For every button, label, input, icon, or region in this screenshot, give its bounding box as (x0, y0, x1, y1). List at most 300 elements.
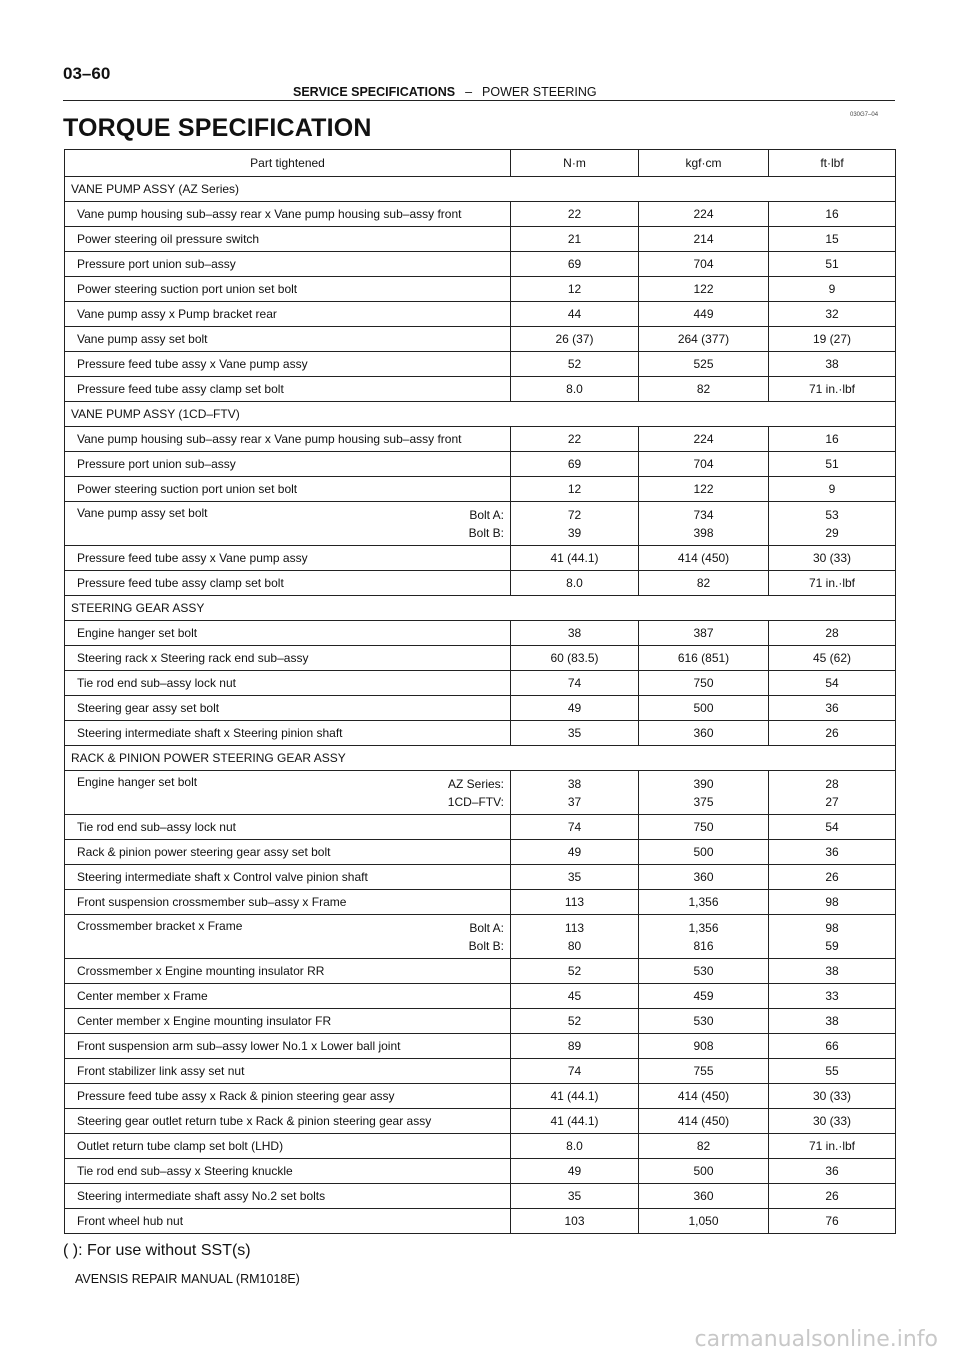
ftlbf-value: 29 (825, 525, 839, 540)
nm-value: 41 (44.1) (550, 1114, 599, 1128)
kgfcm-value: 360 (693, 1189, 714, 1203)
part-line (77, 964, 510, 978)
part-cell (65, 352, 511, 377)
ftlbf-value: 71 in.·lbf (808, 576, 856, 590)
kgfcm-value: 459 (693, 989, 714, 1003)
table-row (65, 546, 896, 571)
ftlbf-value: 98 (825, 895, 839, 909)
ftlbf-value: 33 (825, 989, 839, 1003)
kgfcm-value: 616 (851) (677, 651, 730, 665)
table-header-row (65, 150, 896, 177)
kgfcm-value: 704 (693, 257, 714, 271)
nm-value: 74 (567, 820, 582, 834)
nm-value-cell (511, 227, 639, 252)
part-name: Pressure feed tube assy x Vane pump assy (77, 551, 308, 565)
part-line (77, 1014, 510, 1028)
section-title: SERVICE SPECIFICATIONS (293, 85, 456, 99)
nm-value: 22 (567, 207, 582, 221)
kgfcm-value: 82 (696, 382, 711, 396)
kgfcm-value: 398 (693, 525, 714, 540)
nm-value: 44 (567, 307, 582, 321)
part-line (77, 989, 510, 1003)
part-line (77, 820, 510, 834)
nm-value: 38 (567, 776, 582, 791)
nm-value: 89 (567, 1039, 582, 1053)
sub-label: 1CD–FTV: (447, 794, 504, 809)
kgfcm-value-cell (639, 546, 769, 571)
sub-label: Bolt A: (469, 507, 504, 522)
kgfcm-value-cell (639, 865, 769, 890)
ftlbf-value-cell (769, 452, 896, 477)
table-row (65, 1034, 896, 1059)
part-line (77, 701, 510, 715)
kgfcm-value: 264 (377) (677, 332, 730, 346)
part-cell (65, 546, 511, 571)
table-row (65, 1134, 896, 1159)
nm-value: 80 (567, 938, 582, 953)
kgfcm-value-cell (639, 771, 769, 815)
kgfcm-value-cell (639, 377, 769, 402)
kgfcm-value: 360 (693, 870, 714, 884)
part-name: Engine hanger set bolt (77, 626, 198, 640)
nm-value-cell (511, 202, 639, 227)
part-name: Front suspension crossmember sub–assy x Frame (77, 895, 347, 909)
nm-value-cell (511, 696, 639, 721)
table-row (65, 327, 896, 352)
part-line (77, 257, 510, 271)
ftlbf-value-cell (769, 302, 896, 327)
ftlbf-value: 36 (825, 1164, 839, 1178)
ftlbf-value-cell (769, 1109, 896, 1134)
part-line (77, 576, 510, 590)
kgfcm-value: 734 (693, 507, 714, 522)
kgfcm-value-cell (639, 352, 769, 377)
table-row (65, 815, 896, 840)
part-name: Crossmember bracket x Frame (77, 918, 243, 933)
kgfcm-value: 816 (693, 938, 714, 953)
table-row (65, 1084, 896, 1109)
ftlbf-value-cell (769, 621, 896, 646)
table-row (65, 890, 896, 915)
nm-value-cell (511, 302, 639, 327)
table-row (65, 1059, 896, 1084)
nm-value: 69 (567, 257, 582, 271)
part-cell (65, 1109, 511, 1134)
nm-value: 60 (83.5) (550, 651, 599, 665)
kgfcm-value: 224 (693, 207, 714, 221)
kgfcm-value: 530 (693, 964, 714, 978)
doc-code: 030G7–04 (850, 112, 879, 118)
kgfcm-value: 214 (693, 232, 714, 246)
ftlbf-value: 9 (828, 282, 836, 296)
ftlbf-value: 51 (825, 257, 839, 271)
ftlbf-value-cell (769, 1134, 896, 1159)
kgfcm-value-cell (639, 327, 769, 352)
ftlbf-value: 98 (825, 920, 839, 935)
kgfcm-value: 500 (693, 1164, 714, 1178)
part-name: Pressure port union sub–assy (77, 257, 236, 271)
ftlbf-value: 54 (825, 820, 839, 834)
kgfcm-value-cell (639, 840, 769, 865)
ftlbf-value: 36 (825, 845, 839, 859)
nm-value-cell (511, 959, 639, 984)
table-row (65, 1209, 896, 1234)
table-row (65, 840, 896, 865)
kgfcm-value: 122 (693, 282, 714, 296)
ftlbf-value: 15 (825, 232, 839, 246)
nm-value: 74 (567, 676, 582, 690)
ftlbf-value-cell (769, 890, 896, 915)
nm-value: 37 (567, 794, 582, 809)
ftlbf-value: 66 (825, 1039, 839, 1053)
kgfcm-value: 224 (693, 432, 714, 446)
ftlbf-value: 28 (825, 626, 839, 640)
ftlbf-value-cell (769, 865, 896, 890)
part-cell (65, 646, 511, 671)
page-number: 03–60 (63, 64, 111, 83)
kgfcm-value: 360 (693, 726, 714, 740)
ftlbf-value-cell (769, 571, 896, 596)
table-row (65, 1159, 896, 1184)
nm-value: 8.0 (566, 576, 583, 590)
ftlbf-value: 51 (825, 457, 839, 471)
part-name: Front wheel hub nut (77, 1214, 184, 1228)
table-row (65, 646, 896, 671)
footnote: ( ): For use without SST(s) (63, 1242, 251, 1259)
ftlbf-value-cell (769, 327, 896, 352)
ftlbf-value-cell (769, 1084, 896, 1109)
part-cell (65, 477, 511, 502)
part-name: Engine hanger set bolt (77, 774, 198, 789)
subsection-title: POWER STEERING (482, 85, 597, 99)
ftlbf-value-cell (769, 502, 896, 546)
kgfcm-value: 750 (693, 820, 714, 834)
nm-value-cell (511, 1209, 639, 1234)
ftlbf-value: 38 (825, 357, 839, 371)
nm-value: 35 (567, 1189, 582, 1203)
kgfcm-value-cell (639, 1159, 769, 1184)
nm-value: 49 (567, 845, 582, 859)
ftlbf-value: 16 (825, 432, 839, 446)
table-row (65, 352, 896, 377)
kgfcm-value-cell (639, 252, 769, 277)
table-row (65, 915, 896, 959)
ftlbf-value-cell (769, 546, 896, 571)
part-cell (65, 671, 511, 696)
part-cell (65, 721, 511, 746)
ftlbf-value-cell (769, 377, 896, 402)
nm-value: 35 (567, 870, 582, 884)
part-cell (65, 202, 511, 227)
table-row (65, 1109, 896, 1134)
kgfcm-value: 704 (693, 457, 714, 471)
part-cell (65, 890, 511, 915)
part-cell (65, 327, 511, 352)
ftlbf-value-cell (769, 427, 896, 452)
ftlbf-value-cell (769, 671, 896, 696)
header-separator: – (465, 85, 473, 99)
torque-spec-table (64, 149, 896, 1234)
table-row (65, 1009, 896, 1034)
table-row (65, 721, 896, 746)
part-cell (65, 815, 511, 840)
part-sub-labels (469, 919, 504, 955)
ftlbf-value-cell (769, 1159, 896, 1184)
part-cell (65, 302, 511, 327)
part-name: Steering intermediate shaft x Control valve pinion shaft (77, 870, 368, 884)
nm-value-cell (511, 427, 639, 452)
table-row (65, 452, 896, 477)
part-line (77, 676, 510, 690)
part-line (77, 1189, 510, 1203)
nm-value-cell (511, 352, 639, 377)
ftlbf-value: 36 (825, 701, 839, 715)
ftlbf-value: 76 (825, 1214, 839, 1228)
ftlbf-value-cell (769, 277, 896, 302)
kgfcm-value: 414 (450) (677, 1114, 730, 1128)
ftlbf-value-cell (769, 352, 896, 377)
kgfcm-value-cell (639, 959, 769, 984)
nm-value: 72 (567, 507, 582, 522)
part-name: Vane pump assy set bolt (77, 332, 208, 346)
kgfcm-value: 500 (693, 845, 714, 859)
kgfcm-value-cell (639, 621, 769, 646)
nm-value: 21 (567, 232, 582, 246)
table-row (65, 621, 896, 646)
part-line (77, 1064, 510, 1078)
part-line (77, 626, 510, 640)
sub-label: AZ Series: (447, 776, 504, 791)
part-cell (65, 1009, 511, 1034)
ftlbf-value: 30 (33) (812, 1114, 852, 1128)
kgfcm-value-cell (639, 696, 769, 721)
ftlbf-value: 71 in.·lbf (808, 382, 856, 396)
kgfcm-value: 1,050 (688, 1214, 719, 1228)
ftlbf-value: 45 (62) (812, 651, 852, 665)
nm-value: 49 (567, 701, 582, 715)
part-line (77, 895, 510, 909)
ftlbf-value: 26 (825, 726, 839, 740)
ftlbf-value: 9 (828, 482, 836, 496)
column-header-kgfcm: kgf·cm (639, 150, 769, 177)
group-heading: RACK & PINION POWER STEERING GEAR ASSY (65, 746, 896, 771)
part-line (77, 1089, 510, 1103)
part-name: Pressure port union sub–assy (77, 457, 236, 471)
part-name: Power steering suction port union set bolt (77, 282, 298, 296)
ftlbf-value-cell (769, 1009, 896, 1034)
table-row (65, 984, 896, 1009)
part-cell (65, 227, 511, 252)
table-row (65, 277, 896, 302)
sub-label: Bolt A: (469, 920, 504, 935)
table-row (65, 865, 896, 890)
part-cell (65, 696, 511, 721)
header-rule (63, 100, 895, 101)
ftlbf-value-cell (769, 1209, 896, 1234)
nm-value-cell (511, 1109, 639, 1134)
ftlbf-value-cell (769, 1059, 896, 1084)
kgfcm-value-cell (639, 915, 769, 959)
kgfcm-value: 755 (693, 1064, 714, 1078)
part-name: Front stabilizer link assy set nut (77, 1064, 245, 1078)
nm-value-cell (511, 277, 639, 302)
part-name: Pressure feed tube assy clamp set bolt (77, 382, 284, 396)
part-name: Front suspension arm sub–assy lower No.1 x Lower ball joint (77, 1039, 401, 1053)
part-name: Center member x Engine mounting insulator FR (77, 1014, 332, 1028)
part-name: Steering gear outlet return tube x Rack & pinion steering gear assy (77, 1114, 432, 1128)
ftlbf-value: 19 (27) (812, 332, 852, 346)
part-cell (65, 1159, 511, 1184)
table-row (65, 1184, 896, 1209)
group-row (65, 402, 896, 427)
manual-reference: AVENSIS REPAIR MANUAL (RM1018E) (75, 1272, 300, 1286)
ftlbf-value-cell (769, 984, 896, 1009)
ftlbf-value: 32 (825, 307, 839, 321)
part-cell (65, 865, 511, 890)
ftlbf-value: 26 (825, 870, 839, 884)
kgfcm-value: 82 (696, 576, 711, 590)
column-header-nm: N·m (511, 150, 639, 177)
part-name: Pressure feed tube assy x Rack & pinion steering gear assy (77, 1089, 395, 1103)
page-title: TORQUE SPECIFICATION (63, 114, 372, 142)
nm-value: 45 (567, 989, 582, 1003)
group-row (65, 177, 896, 202)
table-row (65, 252, 896, 277)
nm-value-cell (511, 984, 639, 1009)
group-heading: VANE PUMP ASSY (AZ Series) (65, 177, 896, 202)
nm-value: 39 (567, 525, 582, 540)
nm-value-cell (511, 915, 639, 959)
part-line (77, 919, 510, 955)
part-cell (65, 277, 511, 302)
nm-value-cell (511, 1059, 639, 1084)
nm-value-cell (511, 571, 639, 596)
part-line (77, 1139, 510, 1153)
kgfcm-value-cell (639, 452, 769, 477)
nm-value: 113 (564, 920, 585, 935)
kgfcm-value: 390 (693, 776, 714, 791)
part-name: Crossmember x Engine mounting insulator RR (77, 964, 325, 978)
part-line (77, 382, 510, 396)
kgfcm-value: 82 (696, 1139, 711, 1153)
part-name: Vane pump assy set bolt (77, 505, 208, 520)
ftlbf-value: 16 (825, 207, 839, 221)
ftlbf-value: 26 (825, 1189, 839, 1203)
ftlbf-value: 28 (825, 776, 839, 791)
ftlbf-value: 55 (825, 1064, 839, 1078)
nm-value-cell (511, 840, 639, 865)
ftlbf-value-cell (769, 477, 896, 502)
ftlbf-value: 53 (825, 507, 839, 522)
table-row (65, 696, 896, 721)
kgfcm-value-cell (639, 571, 769, 596)
part-line (77, 506, 510, 542)
header-title (293, 85, 597, 99)
kgfcm-value: 375 (693, 794, 714, 809)
part-line (77, 1039, 510, 1053)
kgfcm-value-cell (639, 477, 769, 502)
part-name: Tie rod end sub–assy lock nut (77, 676, 236, 690)
nm-value-cell (511, 1034, 639, 1059)
nm-value: 26 (37) (555, 332, 594, 346)
part-cell (65, 621, 511, 646)
nm-value: 52 (567, 357, 582, 371)
table-row (65, 771, 896, 815)
ftlbf-value-cell (769, 1184, 896, 1209)
kgfcm-value-cell (639, 890, 769, 915)
part-line (77, 1164, 510, 1178)
part-line (77, 482, 510, 496)
kgfcm-value: 414 (450) (677, 1089, 730, 1103)
nm-value-cell (511, 1009, 639, 1034)
part-name: Vane pump housing sub–assy rear x Vane pump housing sub–assy front (77, 207, 462, 221)
kgfcm-value-cell (639, 815, 769, 840)
table-row (65, 502, 896, 546)
part-line (77, 1114, 510, 1128)
part-cell (65, 377, 511, 402)
ftlbf-value: 30 (33) (812, 551, 852, 565)
nm-value-cell (511, 646, 639, 671)
kgfcm-value-cell (639, 227, 769, 252)
part-name: Tie rod end sub–assy lock nut (77, 820, 236, 834)
part-name: Vane pump housing sub–assy rear x Vane pump housing sub–assy front (77, 432, 462, 446)
ftlbf-value-cell (769, 202, 896, 227)
part-line (77, 307, 510, 321)
part-cell (65, 452, 511, 477)
kgfcm-value: 449 (693, 307, 714, 321)
table-row (65, 477, 896, 502)
kgfcm-value-cell (639, 721, 769, 746)
column-header-part: Part tightened (65, 150, 511, 177)
nm-value-cell (511, 452, 639, 477)
part-line (77, 357, 510, 371)
nm-value-cell (511, 1084, 639, 1109)
ftlbf-value: 38 (825, 964, 839, 978)
nm-value-cell (511, 815, 639, 840)
nm-value-cell (511, 721, 639, 746)
kgfcm-value: 908 (693, 1039, 714, 1053)
part-cell (65, 915, 511, 959)
nm-value-cell (511, 477, 639, 502)
part-cell (65, 771, 511, 815)
table-row (65, 377, 896, 402)
ftlbf-value-cell (769, 227, 896, 252)
nm-value: 41 (44.1) (550, 551, 599, 565)
part-line (77, 332, 510, 346)
kgfcm-value-cell (639, 1009, 769, 1034)
part-cell (65, 502, 511, 546)
nm-value: 8.0 (566, 1139, 583, 1153)
nm-value: 8.0 (566, 382, 583, 396)
part-cell (65, 571, 511, 596)
part-name: Rack & pinion power steering gear assy set bolt (77, 845, 331, 859)
table-row (65, 959, 896, 984)
part-line (77, 432, 510, 446)
nm-value: 35 (567, 726, 582, 740)
table-row (65, 202, 896, 227)
ftlbf-value: 38 (825, 1014, 839, 1028)
part-name: Steering rack x Steering rack end sub–assy (77, 651, 309, 665)
ftlbf-value-cell (769, 721, 896, 746)
part-cell (65, 840, 511, 865)
nm-value: 69 (567, 457, 582, 471)
kgfcm-value: 525 (693, 357, 714, 371)
nm-value-cell (511, 252, 639, 277)
kgfcm-value-cell (639, 671, 769, 696)
part-name: Steering intermediate shaft x Steering pinion shaft (77, 726, 343, 740)
nm-value-cell (511, 502, 639, 546)
part-name: Outlet return tube clamp set bolt (LHD) (77, 1139, 284, 1153)
